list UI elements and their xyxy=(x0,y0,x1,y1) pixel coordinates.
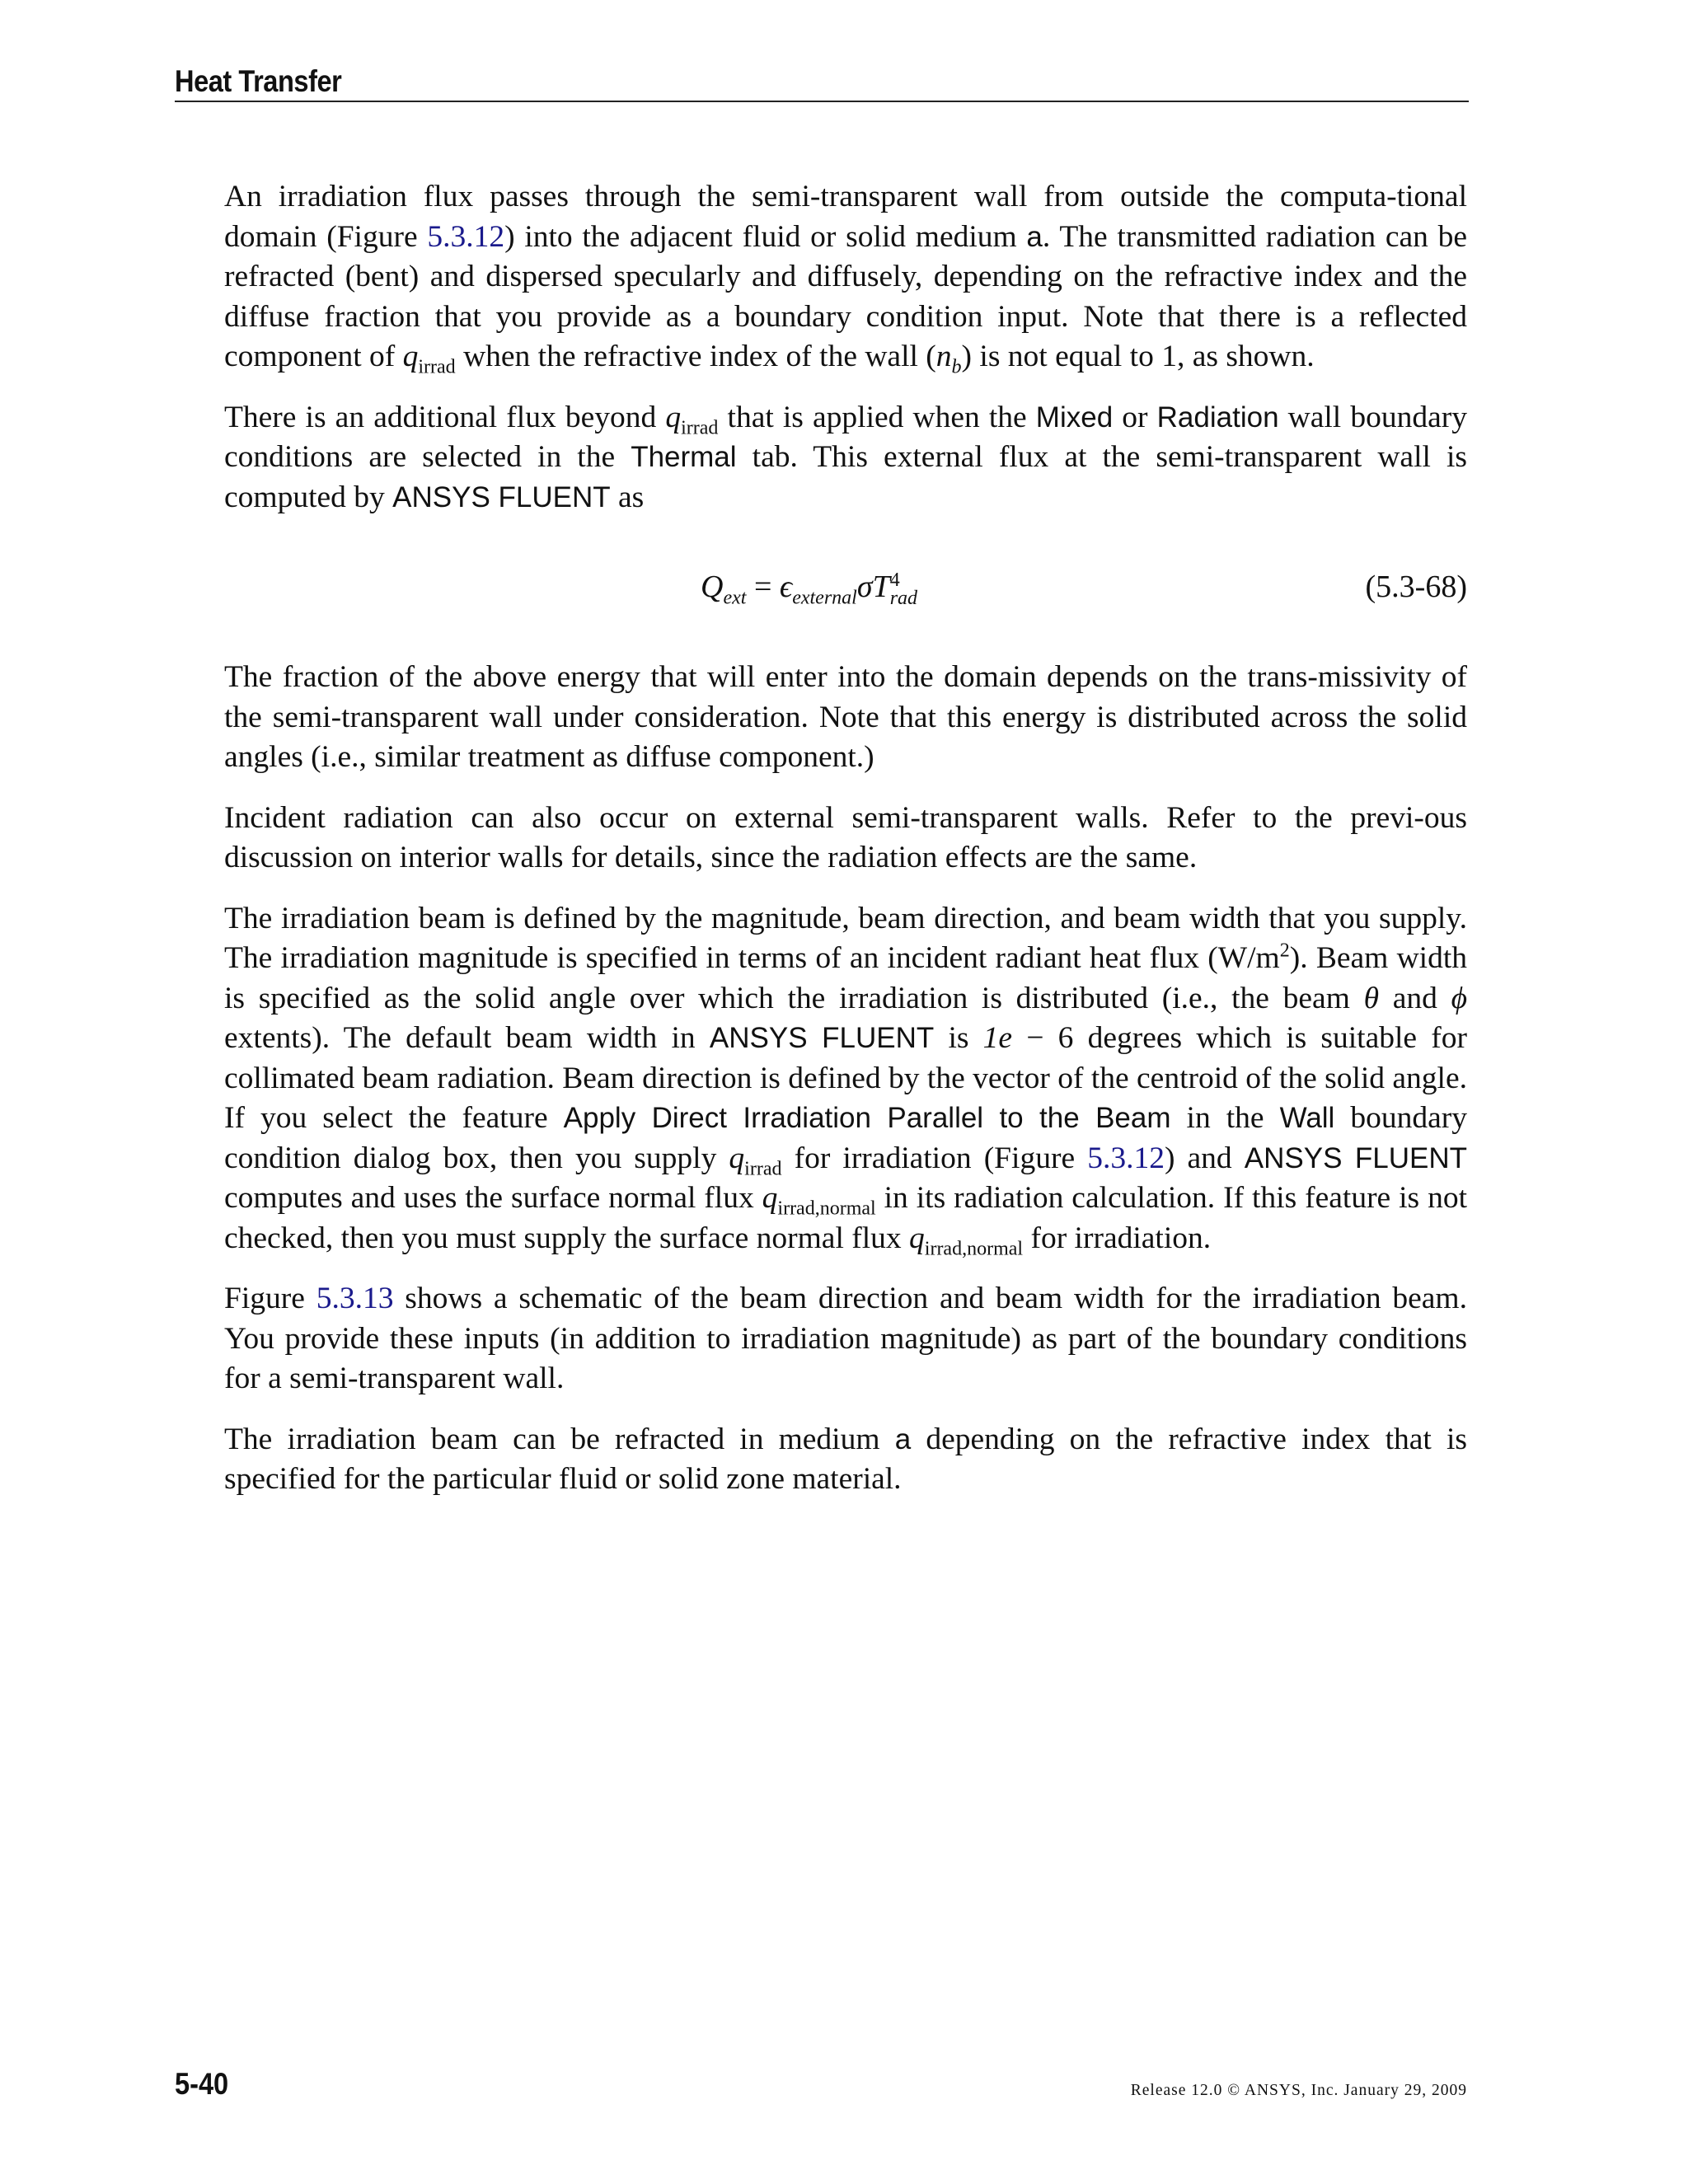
figure-link[interactable]: 5.3.13 xyxy=(316,1282,394,1315)
text: depending on the refractive index that is specified for the particular fluid or solid zone material. xyxy=(224,1422,1467,1496)
math-n: n xyxy=(935,340,952,373)
figure-link[interactable]: 5.3.12 xyxy=(427,219,505,254)
math-1e: 1e xyxy=(982,1021,1013,1055)
text: The irradiation beam can be refracted in medium xyxy=(224,1422,895,1456)
text: when the refractive index of the wall ( xyxy=(455,340,936,373)
math-sub: irrad,normal xyxy=(924,1238,1024,1259)
math-q: q xyxy=(729,1141,745,1175)
text: ) and xyxy=(1164,1141,1245,1175)
medium-label: a xyxy=(1026,220,1043,253)
text: ). Beam width is specified as the solid angle over which the irradiation is distributed (i.e., the beam xyxy=(224,941,1467,1015)
text: or xyxy=(1113,400,1157,434)
gui-term-apply-direct-irradiation: Apply Direct Irradiation Parallel to the Beam xyxy=(563,1102,1171,1134)
text: in its radiation calculation. If this feature is not checked, then you must supply the surface normal flux xyxy=(224,1181,1467,1255)
text: and xyxy=(1379,981,1451,1015)
math-T: T xyxy=(872,569,890,604)
math-sub: irrad xyxy=(744,1158,782,1179)
figure-link[interactable]: 5.3.12 xyxy=(1087,1141,1165,1175)
math-sub: b xyxy=(951,356,962,378)
text: The irradiation beam is defined by the magnitude, beam direction, and beam width that you supply. The irradiation magnitude is specified in terms of an incident radiant heat flux (W/m xyxy=(224,901,1467,975)
gui-term-wall: Wall xyxy=(1279,1102,1335,1134)
page-number: 5-40 xyxy=(175,2067,229,2101)
product-name: ANSYS FLUENT xyxy=(392,480,611,513)
paragraph-1 xyxy=(224,177,1467,377)
release-info: Release 12.0 © ANSYS, Inc. January 29, 2009 xyxy=(1130,2082,1467,2099)
text: shows a schematic of the beam direction and beam width for the irradiation beam. You provide these inputs (in addition to irradiation magnitude) as part of the boundary conditions for a semi-transparent wall. xyxy=(224,1282,1467,1395)
header-title: Heat Transfer xyxy=(175,64,342,98)
paragraph-2 xyxy=(224,398,1467,518)
paragraph-4: Incident radiation can also occur on external semi-transparent walls. Refer to the previ-ous discussion on interior walls for details, since the radiation effects are the same. xyxy=(224,800,1467,874)
math-sup: 4 xyxy=(889,569,900,592)
math-sub: rad xyxy=(889,588,918,610)
paragraph-3: The fraction of the above energy that will enter into the domain depends on the trans-missivity of the semi-transparent wall under consideration. Note that this energy is distributed across the solid angles (i.e., similar treatment as diffuse component.) xyxy=(224,660,1467,774)
math-q: q xyxy=(402,340,419,373)
math-Q: Q xyxy=(701,569,724,604)
math-q: q xyxy=(762,1181,778,1215)
text: tab. This external flux at the semi-transparent wall is computed by xyxy=(224,440,1468,514)
math-q: q xyxy=(665,400,682,434)
math-theta: θ xyxy=(1363,981,1379,1015)
text: ) is not equal to 1, as shown. xyxy=(961,340,1315,373)
math-epsilon: ϵ xyxy=(779,569,793,604)
text: There is an additional flux beyond xyxy=(224,400,666,434)
text: boundary condition dialog box, then you supply xyxy=(224,1101,1468,1175)
equation-5-3-68 xyxy=(224,567,1467,616)
math-sigma: σ xyxy=(856,569,873,604)
paragraph-7 xyxy=(224,1420,1467,1500)
paragraph-6 xyxy=(224,1279,1467,1399)
gui-term-thermal: Thermal xyxy=(631,441,737,473)
page-header xyxy=(175,64,1469,102)
math-sup: 2 xyxy=(1279,940,1290,962)
text: wall boundary conditions are selected in the xyxy=(224,400,1467,474)
page-footer xyxy=(175,2067,1469,2108)
text: extents). The default beam width in xyxy=(224,1021,710,1055)
text: is xyxy=(934,1021,983,1055)
text: for irradiation (Figure xyxy=(781,1141,1088,1175)
paragraph-5 xyxy=(224,899,1467,1259)
math-sub: irrad xyxy=(418,356,456,378)
math-sub: external xyxy=(792,587,857,609)
math-sub: irrad xyxy=(681,417,719,438)
text: An irradiation flux passes through the semi-transparent wall from outside the computa-tional domain (Figure xyxy=(224,180,1467,254)
text: as xyxy=(610,480,645,514)
math-sub: irrad,normal xyxy=(777,1197,876,1220)
text: − 6 degrees which is suitable for collimated beam radiation. Beam direction is defined by the vector of the centroid of the solid angle. If you select the feature xyxy=(224,1021,1467,1135)
main-content xyxy=(224,177,1467,1521)
text: computes and uses the surface normal flux xyxy=(224,1181,762,1215)
text: for irradiation. xyxy=(1023,1221,1212,1255)
equation-number: (5.3-68) xyxy=(1365,569,1467,604)
text: Figure xyxy=(224,1282,316,1315)
text: . The transmitted radiation can be refracted (bent) and dispersed specularly and diffusely, depending on the refractive index and the diffuse fraction that you provide as a boundary condition input. Note that there is a reflected component of xyxy=(224,219,1467,373)
product-name: ANSYS FLUENT xyxy=(1244,1141,1467,1174)
gui-term-mixed: Mixed xyxy=(1035,401,1114,434)
math-sub: ext xyxy=(723,587,747,609)
equation-body xyxy=(701,567,918,610)
gui-term-radiation: Radiation xyxy=(1156,401,1279,434)
text: ) into the adjacent fluid or solid medium xyxy=(504,219,1027,254)
text: in the xyxy=(1170,1101,1280,1135)
math-phi: ϕ xyxy=(1451,981,1467,1015)
product-name: ANSYS FLUENT xyxy=(709,1022,935,1054)
text: that is applied when the xyxy=(718,400,1036,434)
equals-sign: = xyxy=(746,569,780,604)
math-q: q xyxy=(909,1221,925,1255)
medium-label: a xyxy=(894,1422,912,1455)
